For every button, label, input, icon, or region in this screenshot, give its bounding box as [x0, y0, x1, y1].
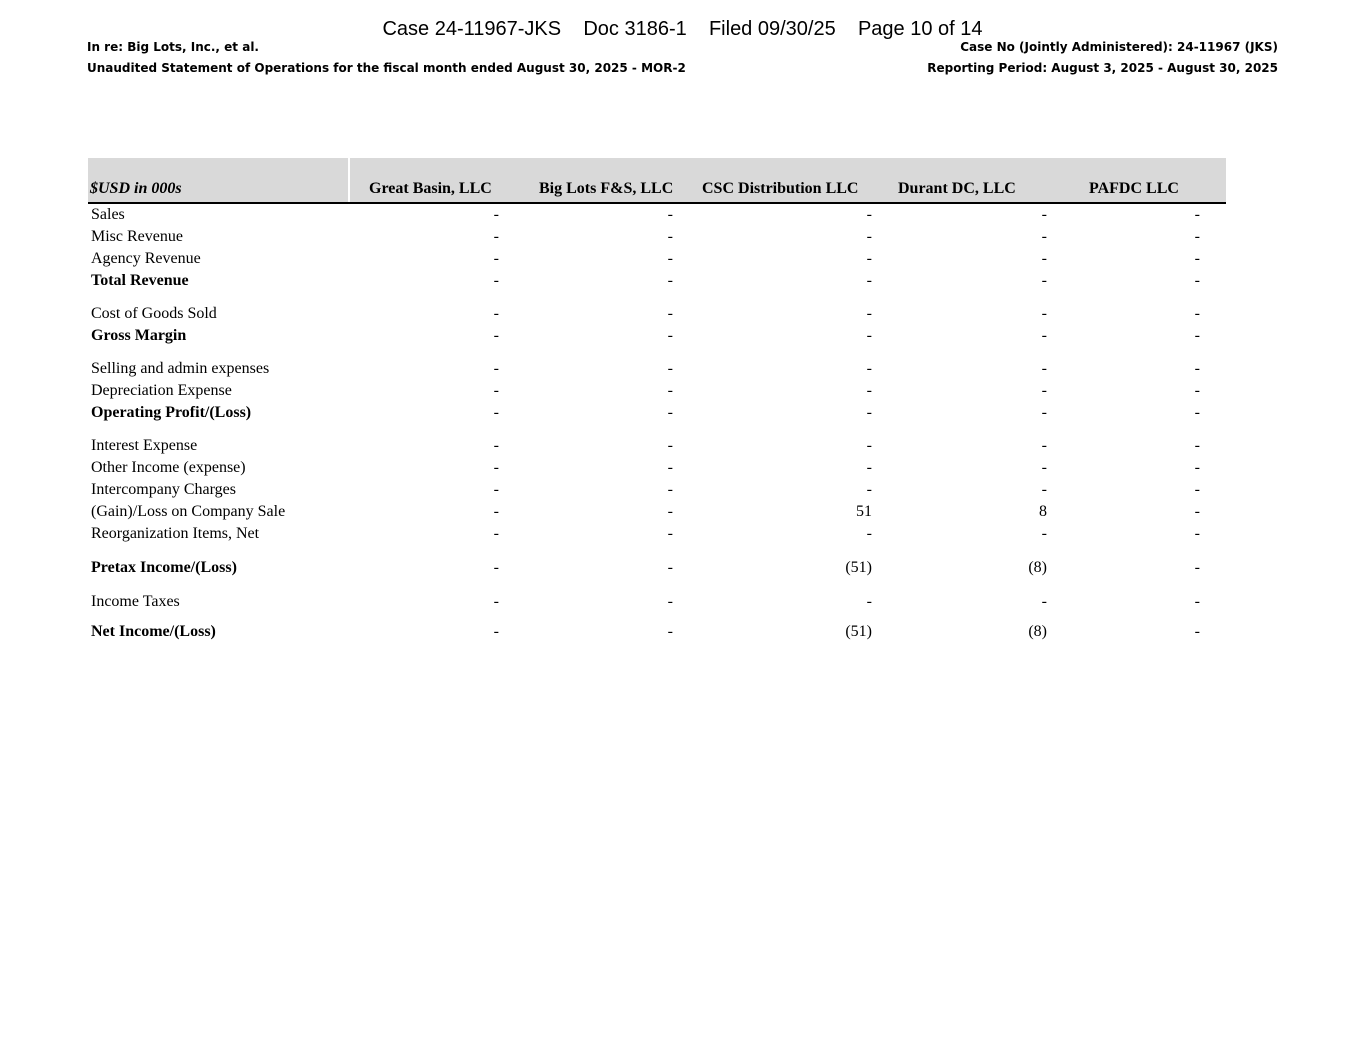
- row-value: -: [1194, 228, 1200, 245]
- row-value: -: [667, 559, 673, 576]
- case-caption: In re: Big Lots, Inc., et al.: [87, 40, 259, 54]
- row-value: -: [1194, 593, 1200, 610]
- table-row: [88, 380, 1226, 402]
- table-header: [88, 158, 1226, 204]
- row-label: Income Taxes: [91, 593, 180, 610]
- column-header-csc-distribution: CSC Distribution LLC: [702, 180, 859, 197]
- row-value: -: [1194, 250, 1200, 267]
- row-value: -: [866, 327, 872, 344]
- row-value: -: [1194, 206, 1200, 223]
- row-value: -: [493, 481, 499, 498]
- table-body: [88, 204, 1226, 643]
- row-value: -: [866, 250, 872, 267]
- row-value: -: [1194, 382, 1200, 399]
- row-label: Other Income (expense): [91, 459, 246, 476]
- row-value: -: [493, 559, 499, 576]
- row-label: Misc Revenue: [91, 228, 183, 245]
- column-header-big-lots-fs: Big Lots F&S, LLC: [539, 180, 674, 197]
- row-value: 51: [856, 503, 872, 520]
- row-value: (51): [845, 559, 872, 576]
- row-label: Operating Profit/(Loss): [91, 404, 252, 421]
- row-value: -: [1041, 305, 1047, 322]
- row-label: Selling and admin expenses: [91, 360, 270, 377]
- row-value: -: [1194, 623, 1200, 640]
- row-value: -: [1041, 250, 1047, 267]
- row-value: -: [1041, 206, 1047, 223]
- row-value: -: [1041, 481, 1047, 498]
- row-value: -: [1041, 360, 1047, 377]
- row-value: -: [667, 623, 673, 640]
- row-value: -: [866, 459, 872, 476]
- row-value: -: [1041, 525, 1047, 542]
- statement-of-operations-table: [88, 158, 1226, 643]
- row-value: -: [667, 250, 673, 267]
- row-value: -: [667, 525, 673, 542]
- row-value: -: [667, 593, 673, 610]
- row-label: Agency Revenue: [91, 250, 201, 267]
- row-label: Pretax Income/(Loss): [91, 559, 237, 576]
- row-value: -: [667, 228, 673, 245]
- row-value: -: [667, 382, 673, 399]
- row-value: -: [493, 305, 499, 322]
- row-value: -: [1194, 525, 1200, 542]
- table-row: [88, 325, 1226, 347]
- row-label: Total Revenue: [91, 272, 189, 289]
- row-label: Intercompany Charges: [91, 481, 236, 498]
- row-value: -: [493, 382, 499, 399]
- court-filing-stamp: Case 24-11967-JKS Doc 3186-1 Filed 09/30/25 Page 10 of 14: [382, 18, 983, 40]
- row-label: Reorganization Items, Net: [91, 525, 260, 542]
- reporting-period: Reporting Period: August 3, 2025 - August 30, 2025: [927, 61, 1278, 75]
- row-value: -: [493, 437, 499, 454]
- table-row: [88, 557, 1226, 579]
- table-row: [88, 523, 1226, 545]
- row-value: -: [1194, 459, 1200, 476]
- row-value: -: [667, 360, 673, 377]
- header-divider: [348, 158, 350, 202]
- row-value: -: [1041, 327, 1047, 344]
- row-label: Cost of Goods Sold: [91, 305, 217, 322]
- table-row: [88, 457, 1226, 479]
- row-value: -: [667, 272, 673, 289]
- currency-unit-header: $USD in 000s: [90, 180, 182, 197]
- row-value: (51): [845, 623, 872, 640]
- row-label: Gross Margin: [91, 327, 187, 344]
- row-value: -: [1194, 559, 1200, 576]
- row-value: -: [1041, 593, 1047, 610]
- row-value: -: [866, 382, 872, 399]
- table-row: [88, 479, 1226, 501]
- row-value: -: [493, 459, 499, 476]
- table-row: [88, 358, 1226, 380]
- row-value: -: [866, 437, 872, 454]
- row-label: Interest Expense: [91, 437, 198, 454]
- row-value: -: [866, 593, 872, 610]
- row-value: -: [1041, 459, 1047, 476]
- table-row: [88, 248, 1226, 270]
- row-value: -: [1194, 360, 1200, 377]
- table-row: [88, 204, 1226, 226]
- row-value: -: [1041, 228, 1047, 245]
- row-label: (Gain)/Loss on Company Sale: [91, 503, 286, 520]
- row-value: -: [1041, 437, 1047, 454]
- row-value: -: [1194, 437, 1200, 454]
- row-value: -: [1194, 503, 1200, 520]
- row-value: -: [667, 206, 673, 223]
- row-value: -: [493, 404, 499, 421]
- row-value: -: [1041, 382, 1047, 399]
- row-value: -: [667, 305, 673, 322]
- table-row: [88, 621, 1226, 643]
- row-value: -: [1194, 272, 1200, 289]
- table-row: [88, 501, 1226, 523]
- row-value: -: [866, 481, 872, 498]
- row-value: -: [1194, 404, 1200, 421]
- column-header-great-basin: Great Basin, LLC: [369, 180, 492, 197]
- row-value: -: [866, 272, 872, 289]
- row-label: Net Income/(Loss): [91, 623, 216, 640]
- row-value: -: [667, 459, 673, 476]
- row-value: -: [667, 327, 673, 344]
- row-label: Depreciation Expense: [91, 382, 232, 399]
- row-value: 8: [1039, 503, 1047, 520]
- table-row: [88, 303, 1226, 325]
- row-value: -: [493, 623, 499, 640]
- row-value: -: [1041, 272, 1047, 289]
- row-value: (8): [1028, 623, 1047, 640]
- row-value: -: [866, 525, 872, 542]
- row-value: -: [493, 593, 499, 610]
- row-value: -: [1194, 327, 1200, 344]
- row-value: -: [493, 272, 499, 289]
- table-row: [88, 402, 1226, 424]
- row-value: -: [667, 404, 673, 421]
- table-row: [88, 226, 1226, 248]
- row-value: -: [493, 250, 499, 267]
- row-value: -: [493, 360, 499, 377]
- row-label: Sales: [91, 206, 125, 223]
- case-number: Case No (Jointly Administered): 24-11967 (JKS): [960, 40, 1278, 54]
- row-value: -: [493, 206, 499, 223]
- row-value: -: [866, 228, 872, 245]
- row-value: -: [667, 503, 673, 520]
- row-value: -: [493, 525, 499, 542]
- row-value: (8): [1028, 559, 1047, 576]
- row-value: -: [866, 305, 872, 322]
- row-value: -: [1194, 481, 1200, 498]
- row-value: -: [866, 206, 872, 223]
- row-value: -: [667, 481, 673, 498]
- row-value: -: [866, 404, 872, 421]
- row-value: -: [493, 327, 499, 344]
- column-header-durant-dc: Durant DC, LLC: [898, 180, 1016, 197]
- row-value: -: [866, 360, 872, 377]
- row-value: -: [1041, 404, 1047, 421]
- table-row: [88, 591, 1226, 613]
- row-value: -: [667, 437, 673, 454]
- row-value: -: [493, 503, 499, 520]
- table-row: [88, 270, 1226, 292]
- column-header-pafdc: PAFDC LLC: [1089, 180, 1179, 197]
- table-row: [88, 435, 1226, 457]
- row-value: -: [1194, 305, 1200, 322]
- row-value: -: [493, 228, 499, 245]
- statement-title: Unaudited Statement of Operations for the fiscal month ended August 30, 2025 - MOR-2: [87, 61, 686, 75]
